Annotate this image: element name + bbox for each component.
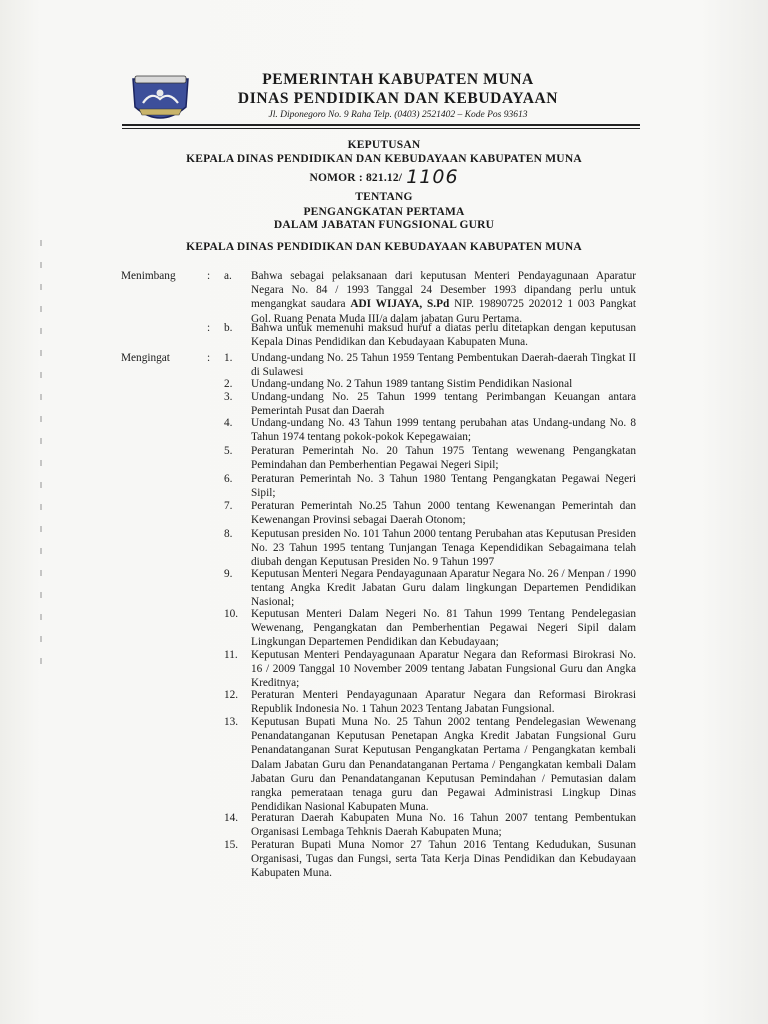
item-number: b. [224,322,233,334]
item-text: Peraturan Bupati Muna Nomor 27 Tahun 2016 Tentang Kedudukan, Susunan Organisasi, Tugas dan Fungsi, serta Tata Kerja Dinas Pendidikan dan Kebudayaan Kabupaten Muna. [251,839,636,880]
item-number: 10. [224,608,239,620]
item-number: 15. [224,839,239,851]
menimbang-label: Menimbang [121,270,176,282]
item-text: Keputusan Bupati Muna No. 25 Tahun 2002 tentang Pendelegasian Wewenang Penandatanganan Keputusan Penetapan Angka Kredit Jabatan Fungsional Guru Penandatanganan Surat Keputusan Pengangkatan Pertama / Pengangkatan kembali Dalam Jabatan Guru dan Penandatanganan Pertama / Pengangkatan kembali Dalam Jabatan Guru dan Penandatanganan Keputusan Pemindahan / Pemutasian dalam rangka pemerataan tenaga guru dan Pegawai Administrasi Lingkup Dinas Pendidikan Nasional Kabupaten Muna. [251,716,636,814]
letterhead-agency: DINAS PENDIDIKAN DAN KEBUDAYAAN [237,90,559,107]
item-text: Peraturan Daerah Kabupaten Muna No. 16 Tahun 2007 tentang Pembentukan Organisasi Lembaga Tehknis Daerah Kabupaten Muna; [251,812,636,839]
item-text: Keputusan Menteri Dalam Negeri No. 81 Tahun 1999 Tentang Pendelegasian Wewenang, Pengangkatan dan Pemberhentian Pegawai Negeri Sipil dalam Lingkungan Departemen Pendidikan dan Kebudayaan; [251,608,636,649]
decree-subject-1: PENGANGKATAN PERTAMA [303,206,465,218]
item-number: 7. [224,500,233,512]
decree-number [100,164,668,186]
item-text: Peraturan Pemerintah No.25 Tahun 2000 tentang Kewenangan Pemerintah dan Kewenangan Provinsi sebagai Daerah Otonom; [251,500,636,527]
letterhead-government: PEMERINTAH KABUPATEN MUNA [262,71,534,88]
letterhead-address: Jl. Diponegoro No. 9 Raha Telp. (0403) 2521402 – Kode Pos 93613 [268,110,528,120]
item-text-part: Bahwa sebagai pelaksanaan dari keputusan Menteri Pendayagunaan Aparatur Negara No. 84 / 1993 Tanggal 24 Desember 1993 dipandang perlu untuk mengangkat saudara [251,270,636,311]
item-number: 1. [224,352,233,364]
item-text-part: NIP. 19890725 202012 1 003 Pangkat Gol. Ruang Penata Muda III/a dalam jabatan Guru Pertama. [251,298,636,325]
mengingat-label: Mengingat [121,352,170,364]
menimbang-colon: : [207,322,211,334]
item-text: Undang-undang No. 43 Tahun 1999 tentang perubahan atas Undang-undang No. 8 Tahun 1974 tentang pokok-pokok Kepegawaian; [251,417,636,444]
item-text: Peraturan Menteri Pendayagunaan Aparatur Negara dan Reformasi Birokrasi Republik Indonesia No. 1 Tahun 2023 Tentang Jabatan Fungsional. [251,689,636,716]
item-number: 2. [224,378,233,390]
item-number: 4. [224,417,233,429]
item-text: Peraturan Pemerintah No. 20 Tahun 1975 Tentang wewenang Pengangkatan Pemindahan dan Pemberhentian Pegawai Negeri Sipil; [251,445,636,472]
item-text: Undang-undang No. 25 Tahun 1959 Tentang Pembentukan Daerah-daerah Tingkat II di Sulawesi [251,352,636,379]
menimbang-colon: : [207,270,211,282]
item-text: Peraturan Pemerintah No. 3 Tahun 1980 Tentang Pengangkatan Pegawai Negeri Sipil; [251,473,636,500]
appointee-name: ADI WIJAYA, S.Pd [350,298,450,311]
item-text: Keputusan Menteri Pendayagunaan Aparatur Negara dan Reformasi Birokrasi No. 16 / 2009 Tanggal 10 November 2009 tentang Jabatan Fungsional Guru dan Angka Kreditnya; [251,649,636,690]
letterhead [218,70,578,122]
item-number: 11. [224,649,238,661]
item-text: Bahwa untuk memenuhi maksud huruf a diatas perlu ditetapkan dengan keputusan Kepala Dinas Pendidikan dan Kebudayaan Kabupaten Muna. [251,322,636,349]
regency-logo-icon [129,73,192,125]
item-number: 5. [224,445,233,457]
mengingat-colon: : [207,352,211,364]
item-text: Undang-undang No. 2 Tahun 1989 tantang Sistim Pendidikan Nasional [251,378,573,390]
letterhead-rule-thick [122,124,640,126]
letterhead-rule-thin [122,128,640,129]
item-text: Undang-undang No. 25 Tahun 1999 tentang Perimbangan Keuangan antara Pemerintah Pusat dan Daerah [251,391,636,418]
decree-number-label: NOMOR : 821.12/ [309,172,403,184]
item-number: 8. [224,528,233,540]
item-text: Keputusan Menteri Negara Pendayagunaan Aparatur Negara No. 26 / Menpan / 1990 tentang Angka Kredit Jabatan Guru dalam lingkungan Departemen Pendidikan Nasional; [251,568,636,609]
item-number: 12. [224,689,239,701]
item-text [251,269,636,326]
decree-number-handwritten: 1106 [406,166,459,188]
item-number: 14. [224,812,239,824]
item-number: 13. [224,716,239,728]
decree-about: TENTANG [355,191,413,203]
item-number: 6. [224,473,233,485]
item-number: a. [224,270,232,282]
item-number: 9. [224,568,233,580]
binding-edge-mark [40,240,42,670]
item-number: 3. [224,391,233,403]
decree-issuer: KEPALA DINAS PENDIDIKAN DAN KEBUDAYAAN KABUPATEN MUNA [186,153,582,165]
decree-subject-2: DALAM JABATAN FUNGSIONAL GURU [273,219,495,231]
decree-issuer-repeat: KEPALA DINAS PENDIDIKAN DAN KEBUDAYAAN KABUPATEN MUNA [186,241,582,253]
decree-heading: KEPUTUSAN [347,139,421,151]
item-text: Keputusan presiden No. 101 Tahun 2000 tentang Perubahan atas Keputusan Presiden No. 23 Tahun 1995 tentang Tunjangan Tenaga Kependidikan Sebagaimana telah diubah dengan Keputusan Presiden No. 9 Tahun 1997 [251,528,636,569]
